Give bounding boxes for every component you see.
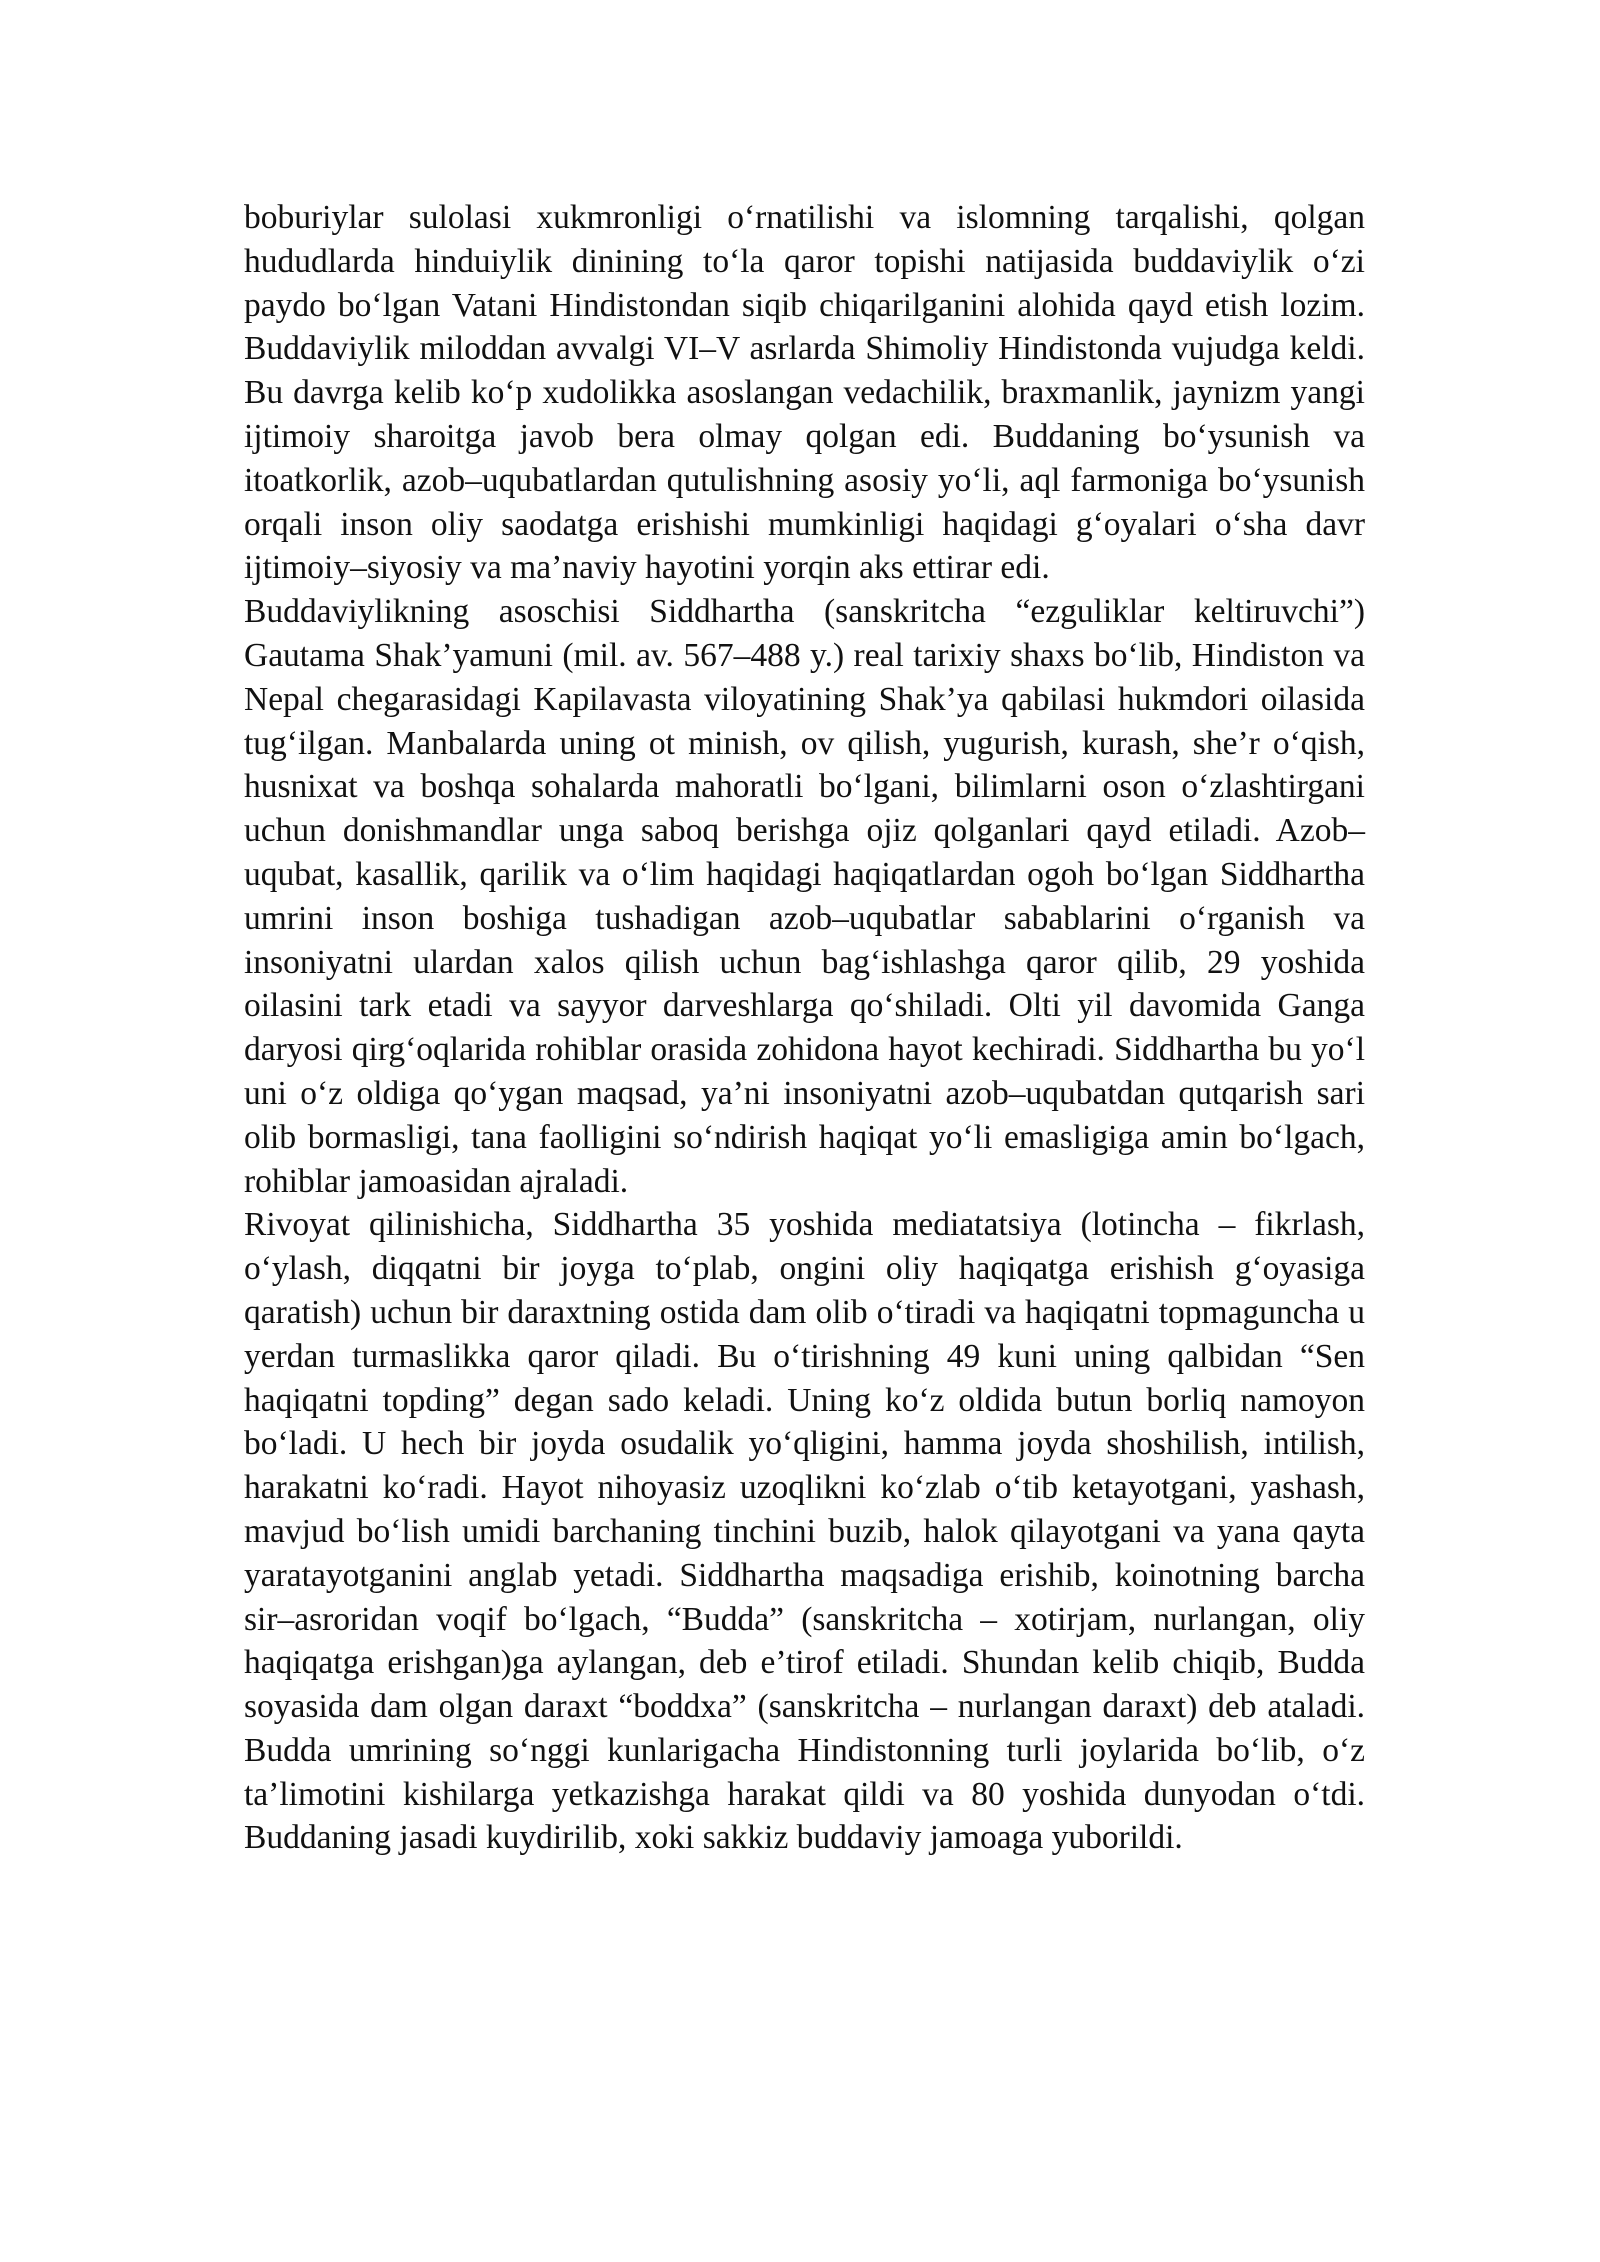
document-page	[244, 196, 1365, 1860]
paragraph: Buddaviylikning asoschisi Siddhartha (sanskritcha “ezguliklar keltiruvchi”) Gautama Shak’yamuni (mil. av. 567–488 y.) real tarixiy shaxs bo‘lib, Hindiston va Nepal chegarasidagi Kapilavasta viloyatining Shak’ya qabilasi hukmdori oilasida tug‘ilgan. Manbalarda uning ot minish, ov qilish, yugurish, kurash, she’r o‘qish, husnixat va boshqa sohalarda mahoratli bo‘lgani, bilimlarni oson o‘zlashtirgani uchun donishmandlar unga saboq berishga ojiz qolganlari qayd etiladi. Azob–uqubat, kasallik, qarilik va o‘lim haqidagi haqiqatlardan ogoh bo‘lgan Siddhartha umrini inson boshiga tushadigan azob–uqubatlar sabablarini o‘rganish va insoniyatni ulardan xalos qilish uchun bag‘ishlashga qaror qilib, 29 yoshida oilasini tark etadi va sayyor darveshlarga qo‘shiladi. Olti yil davomida Ganga daryosi qirg‘oqlarida rohiblar orasida zohidona hayot kechiradi. Siddhartha bu yo‘l uni o‘z oldiga qo‘ygan maqsad, ya’ni insoniyatni azob–uqubatdan qutqarish sari olib bormasligi, tana faolligini so‘ndirish haqiqat yo‘li emasligiga amin bo‘lgach, rohiblar jamoasidan ajraladi.	[244, 593, 1365, 1200]
paragraph: Rivoyat qilinishicha, Siddhartha 35 yoshida mediatatsiya (lotincha – fikrlash, o‘ylash, diqqatni bir joyga to‘plab, ongini oliy haqiqatga erishish g‘oyasiga qaratish) uchun bir daraxtning ostida dam olib o‘tiradi va haqiqatni topmaguncha u yerdan turmaslikka qaror qiladi. Bu o‘tirishning 49 kuni uning qalbidan “Sen haqiqatni topding” degan sado keladi. Uning ko‘z oldida butun borliq namoyon bo‘ladi. U hech bir joyda osudalik yo‘qligini, hamma joyda shoshilish, intilish, harakatni ko‘radi. Hayot nihoyasiz uzoqlikni ko‘zlab o‘tib ketayotgani, yashash, mavjud bo‘lish umidi barchaning tinchini buzib, halok qilayotgani va yana qayta yaratayotganini anglab yetadi. Siddhartha maqsadiga erishib, koinotning barcha sir–asroridan voqif bo‘lgach, “Budda” (sanskritcha – xotirjam, nurlangan, oliy haqiqatga erishgan)ga aylangan, deb e’tirof etiladi. Shundan kelib chiqib, Budda soyasida dam olgan daraxt “boddxa” (sanskritcha – nurlangan daraxt) deb ataladi. Budda umrining so‘nggi kunlarigacha Hindistonning turli joylarida bo‘lib, o‘z ta’limotini kishilarga yetkazishga harakat qildi va 80 yoshida dunyodan o‘tdi. Buddaning jasadi kuydirilib, xoki sakkiz buddaviy jamoaga yuborildi.	[244, 1206, 1365, 1857]
paragraph: boburiylar sulolasi xukmronligi o‘rnatilishi va islomning tarqalishi, qolgan hududlarda hinduiylik dinining to‘la qaror topishi natijasida buddaviylik o‘zi paydo bo‘lgan Vatani Hindistondan siqib chiqarilganini alohida qayd etish lozim. Buddaviylik miloddan avvalgi VI–V asrlarda Shimoliy Hindistonda vujudga keldi. Bu davrga kelib ko‘p xudolikka asoslangan vedachilik, braxmanlik, jaynizm yangi ijtimoiy sharoitga javob bera olmay qolgan edi. Buddaning bo‘ysunish va itoatkorlik, azob–uqubatlardan qutulishning asosiy yo‘li, aql farmoniga bo‘ysunish orqali inson oliy saodatga erishishi mumkinligi haqidagi g‘oyalari o‘sha davr ijtimoiy–siyosiy va ma’naviy hayotini yorqin aks ettirar edi.	[244, 199, 1365, 587]
